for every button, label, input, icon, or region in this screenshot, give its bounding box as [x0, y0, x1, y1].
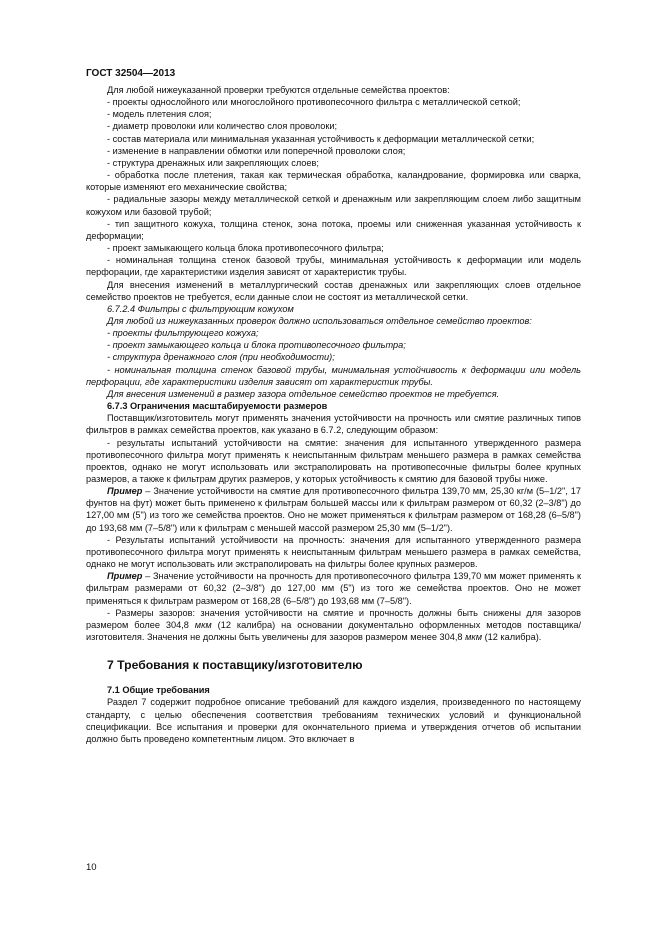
text-run: (12 калибра) на основании документально оформленных методов поставщика/изготовителя. Значения не должны быть увеличены для зазоров размером менее 304,8: [86, 619, 581, 643]
subsection-heading-71: 7.1 Общие требования: [107, 685, 210, 696]
list-item: - состав материала или минимальная указанная устойчивость к деформации металлической сетки;: [107, 133, 535, 144]
list-item: - структура дренажных или закрепляющих слоев;: [107, 157, 319, 168]
example-paragraph: [86, 570, 581, 606]
list-item: - тип защитного кожуха, толщина стенок, зона потока, проемы или сниженная указанная устойчивость к деформации;: [86, 218, 581, 241]
list-item: - номинальная толщина стенок базовой трубы, минимальная устойчивость к деформации или модель перфорации, где характеристики изделия зависят от характеристик трубы.: [86, 255, 581, 278]
list-item: - проект замыкающего кольца блока противопесочного фильтра;: [107, 243, 384, 254]
paragraph: Раздел 7 содержит подробное описание требований для каждого изделия, произведенного по настоящему стандарту, с целью обеспечения соответствия требованиям технических условий и функциональной спецификации. Все испытания и проверки для окончательного приема и утверждения отчетов об испытании должно быть проведено компетентным лицом. Это включает в: [86, 697, 581, 744]
subsection-heading-673: 6.7.3 Ограничения масштабируемости размеров: [107, 401, 328, 412]
subsection-heading-6724: 6.7.2.4 Фильтры с фильтрующим кожухом: [107, 303, 294, 314]
list-item: - проекты однослойного или многослойного противопесочного фильтра с металлической сеткой;: [107, 97, 521, 108]
list-item: - обработка после плетения, такая как термическая обработка, каландрование, формировка или сварка, которые изменяют его механические свойства;: [86, 170, 581, 193]
example-text: – Значение устойчивости на прочность для противопесочного фильтра 139,70 мм может применять к фильтрам размерами от 60,32 (2–3/8") до 127,00 мм (5") из того же семейства проектов. Оно не может применяться к фильтрам размером от 168,28 (6–5/8") до 193,68 мм (7–5/8").: [86, 571, 581, 606]
list-item: - диаметр проволоки или количество слоя проволоки;: [107, 121, 338, 132]
list-item: - Результаты испытаний устойчивости на прочность: значения для испытанного утвержденного размера противопесочного фильтра могут применять к неиспытанным фильтрам меньшего размера в рамках семейства, однако не могут использовать или экстраполировать на фильтры более крупных размеров.: [86, 534, 581, 570]
text-run: - Размеры зазоров: значения устойчивости на смятие и прочность должны быть снижены для зазоров размером более 304,8: [86, 607, 581, 630]
example-text: – Значение устойчивости на смятие для противопесочного фильтра 139,70 мм, 25,30 кг/м (5–1/2", 17 фунтов на фут) может быть применено к фильтрам большей массы или к фильтрам размером от 60,32 (2–3/8") до 127,00 мм (5") из того же семейства проектов. Оно не может применяться к фильтрам размером от 168,28 (6–5/8") до 193,68 мм (7–5/8") или к фильтрам с меньшей массой размером 25,30 мм (5–1/2").: [86, 486, 581, 533]
page-number: 10: [86, 862, 97, 873]
list-item: - модель плетения слоя;: [107, 109, 212, 120]
document-code: ГОСТ 32504—2013: [86, 68, 176, 79]
paragraph: Для внесения изменений в размер зазора отдельное семейство проектов не требуется.: [107, 388, 500, 399]
page-body: [86, 84, 581, 745]
list-item: - проекты фильтрующего кожуха;: [107, 328, 259, 339]
example-label: Пример: [107, 571, 143, 582]
list-item: - проект замыкающего кольца и блока противопесочного фильтра;: [107, 340, 406, 351]
paragraph: Поставщик/изготовитель могут применять значения устойчивости на прочность или смятие различных типов фильтров в рамках семейства проектов, как указано в 6.7.2, следующим образом:: [86, 413, 581, 436]
example-label: Пример: [107, 486, 143, 497]
text-run: (12 калибра).: [482, 632, 542, 643]
list-item: - структура дренажного слоя (при необходимости);: [107, 352, 335, 363]
paragraph: Для любой из нижеуказанных проверок должно использоваться отдельное семейство проектов:: [107, 315, 532, 326]
list-item: - радиальные зазоры между металлической сеткой и дренажным или закрепляющим слоем либо защитным кожухом или базовой трубой;: [86, 194, 581, 217]
unit-text: мкм: [194, 619, 212, 630]
section-heading-7: 7 Требования к поставщику/изготовителю: [107, 658, 363, 673]
example-paragraph: [86, 485, 581, 534]
paragraph: Для любой нижеуказанной проверки требуются отдельные семейства проектов:: [107, 85, 450, 95]
list-item: - изменение в направлении обмотки или поперечной проволоки слоя;: [107, 145, 406, 156]
list-item: - результаты испытаний устойчивости на смятие: значения для испытанного утвержденного размера противопесочного фильтра могут применять к неиспытанным фильтрам меньшего размера в рамках семейства проектов, однако не могут использовать или экстраполировать на противопесочные фильтры более крупных размеров, а также к фильтрам других размеров, у которых устойчивость к смятию для базовой трубы ниже.: [86, 437, 581, 484]
unit-text: мкм: [465, 632, 483, 643]
list-item: - номинальная толщина стенок базовой трубы, минимальная устойчивость к деформации или модель перфорации, где характеристики изделия зависят от характеристик трубы.: [86, 364, 581, 387]
list-item: [86, 607, 581, 643]
paragraph: Для внесения изменений в металлургический состав дренажных или закрепляющих слоев отдельное семейство проектов не требуется, если данные слои не состоят из металлической сетки.: [86, 279, 581, 302]
